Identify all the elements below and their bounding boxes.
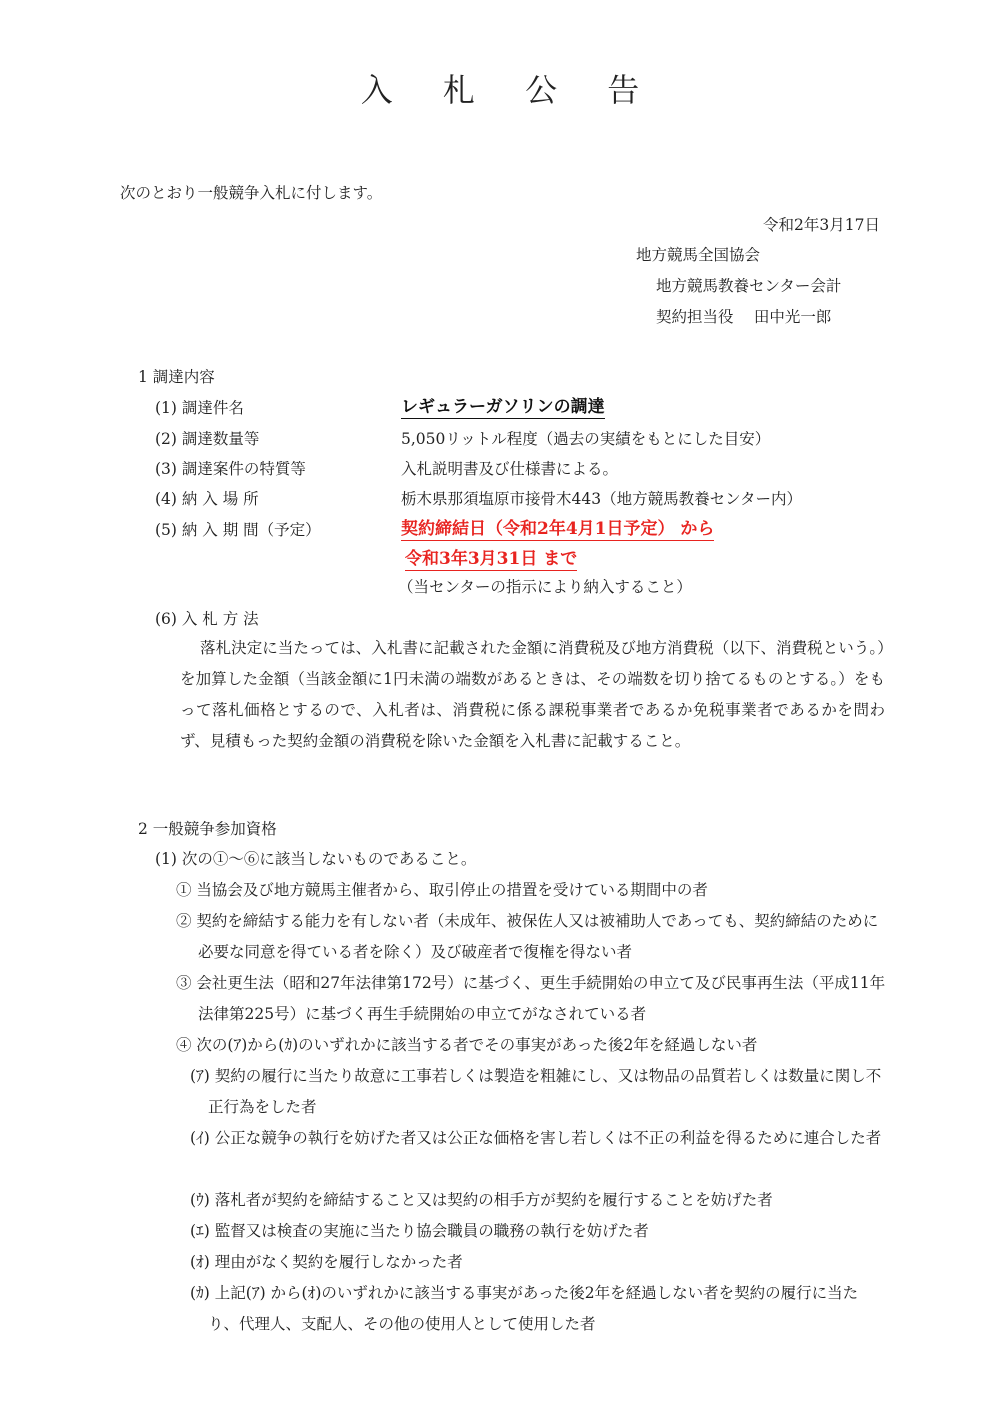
intro-text: 次のとおり一般競争入札に付します。	[120, 184, 383, 202]
qualification-item-3: ③ 会社更生法（昭和27年法律第172号）に基づく、更生手続開始の申立て及び民事再生法（平成11年法律第225号）に基づく再生手続開始の申立てがなされている者	[176, 974, 886, 1023]
issuer-role-name: 契約担当役 田中光一郎	[656, 308, 832, 326]
item3-label: (3) 調達案件の特質等	[155, 460, 306, 478]
item4-label: (4) 納 入 場 所	[155, 490, 259, 508]
method-body: 落札決定に当たっては、入札書に記載された金額に消費税及び地方消費税（以下、消費税という。）を加算した金額（当該金額に1円未満の端数があるときは、その端数を切り捨てるものとする。）をもって落札価格とするので、入札者は、消費税に係る課税事業者であるか免税事業者であるかを問わず、見積もった契約金額の消費税を除いた金額を入札書に記載すること。	[180, 639, 885, 750]
item2-value: 5,050リットル程度（過去の実績をもとにした目安）	[401, 430, 771, 448]
section2-sub1: (1) 次の①～⑥に該当しないものであること。	[155, 850, 477, 868]
qualification-item-2: ② 契約を締結する能力を有しない者（未成年、被保佐人又は被補助人であっても、契約締結のために必要な同意を得ている者を除く）及び破産者で復権を得ない者	[176, 912, 879, 961]
item2-label: (2) 調達数量等	[155, 430, 260, 448]
page-title: 入 札 公 告	[360, 71, 660, 109]
item4-value: 栃木県那須塩原市接骨木443（地方競馬教養センター内）	[401, 490, 802, 508]
item3-value: 入札説明書及び仕様書による。	[401, 460, 619, 478]
subitem-i: (ｲ) 公正な競争の執行を妨げた者又は公正な価格を害し若しくは不正の利益を得るために連合した者	[190, 1129, 882, 1147]
issue-date: 令和2年3月17日	[763, 216, 880, 234]
item1-label: (1) 調達件名	[155, 399, 244, 417]
qualification-item-1: ① 当協会及び地方競馬主催者から、取引停止の措置を受けている期間中の者	[176, 881, 708, 899]
subitem-u: (ｳ) 落札者が契約を締結すること又は契約の相手方が契約を履行することを妨げた者	[190, 1191, 773, 1209]
method-heading: (6) 入 札 方 法	[155, 610, 259, 628]
issuer-org: 地方競馬全国協会	[636, 246, 761, 264]
issuer-dept: 地方競馬教養センター会計	[656, 277, 842, 295]
subitem-ka: (ｶ) 上記(ｱ) から(ｵ)のいずれかに該当する事実があった後2年を経過しない者を契約の履行に当たり、代理人、支配人、その他の使用人として使用した者	[190, 1284, 859, 1333]
subitem-a: (ｱ) 契約の履行に当たり故意に工事若しくは製造を粗雑にし、又は物品の品質若しくは数量に関し不正行為をした者	[190, 1067, 882, 1116]
delivery-note: （当センターの指示により納入すること）	[398, 578, 692, 596]
section1-heading: 1 調達内容	[138, 368, 215, 386]
item1-value: レギュラーガソリンの調達	[401, 397, 605, 417]
subitem-o: (ｵ) 理由がなく契約を履行しなかった者	[190, 1253, 463, 1271]
delivery-period-start: 契約締結日（令和2年4月1日予定） から	[401, 519, 715, 539]
delivery-period-end: 令和3年3月31日 まで	[405, 549, 578, 569]
section2-heading: 2 一般競争参加資格	[138, 820, 277, 838]
qualification-item-4: ④ 次の(ｱ)から(ｶ)のいずれかに該当する者でその事実があった後2年を経過しない者	[176, 1036, 758, 1054]
subitem-e: (ｴ) 監督又は検査の実施に当たり協会職員の職務の執行を妨げた者	[190, 1222, 649, 1240]
item5-label: (5) 納 入 期 間（予定）	[155, 521, 321, 539]
